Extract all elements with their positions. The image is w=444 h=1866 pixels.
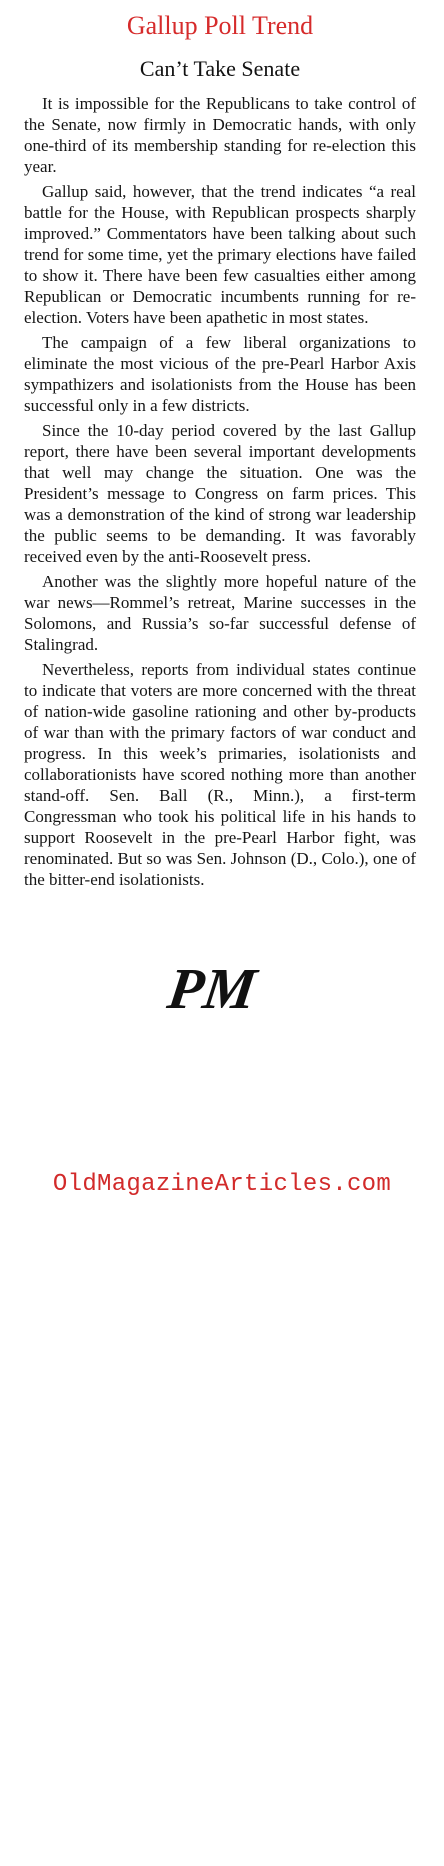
article-paragraph: Gallup said, however, that the trend indicates “a real battle for the House, with Republican prospects sharply improved.” Commentators have been talking about such trend for some time, yet the primary elections have failed to show it. There have been few casualties either among Republican or Democratic incumbents running for re-election. Voters have been apathetic in most states. [24,182,416,327]
article-body [24,93,416,894]
pm-logo-text: PM [163,956,261,1021]
article-paragraph: Another was the slightly more hopeful nature of the war news—Rommel’s retreat, Marine successes in the Solomons, and Russia’s so-far successful defense of Stalingrad. [24,572,416,654]
site-link[interactable]: OldMagazineArticles.com [52,1171,392,1198]
headline: Gallup Poll Trend [126,11,314,40]
subhead: Can’t Take Senate [139,56,301,81]
article-paragraph: Since the 10-day period covered by the last Gallup report, there have been several important developments that well may change the situation. One was the President’s message to Congress on farm prices. This was a demonstration of the kind of strong war leadership the public seems to be demanding. It was favorably received even by the anti-Roosevelt press. [24,421,416,566]
article-paragraph: Nevertheless, reports from individual states continue to indicate that voters are more concerned with the threat of nation-wide gasoline rationing and other by-products of war than with the primary factors of war conduct and progress. In this week’s primaries, isolationists and collaborationists have scored nothing more than another stand-off. Sen. Ball (R., Minn.), a first-term Congressman who took his political life in his hands to support Roosevelt in the pre-Pearl Harbor fight, was renominated. But so was Sen. Johnson (D., Colo.), one of the bitter-end isolationists. [24,660,416,889]
article-paragraph: The campaign of a few liberal organizations to eliminate the most vicious of the pre-Pearl Harbor Axis sympathizers and isolationists from the House has been successful only in a few districts. [24,333,416,415]
pm-newspaper-logo-icon [130,946,290,1026]
article-paragraph: It is impossible for the Republicans to take control of the Senate, now firmly in Democratic hands, with only one-third of its membership standing for re-election this year. [24,94,416,176]
